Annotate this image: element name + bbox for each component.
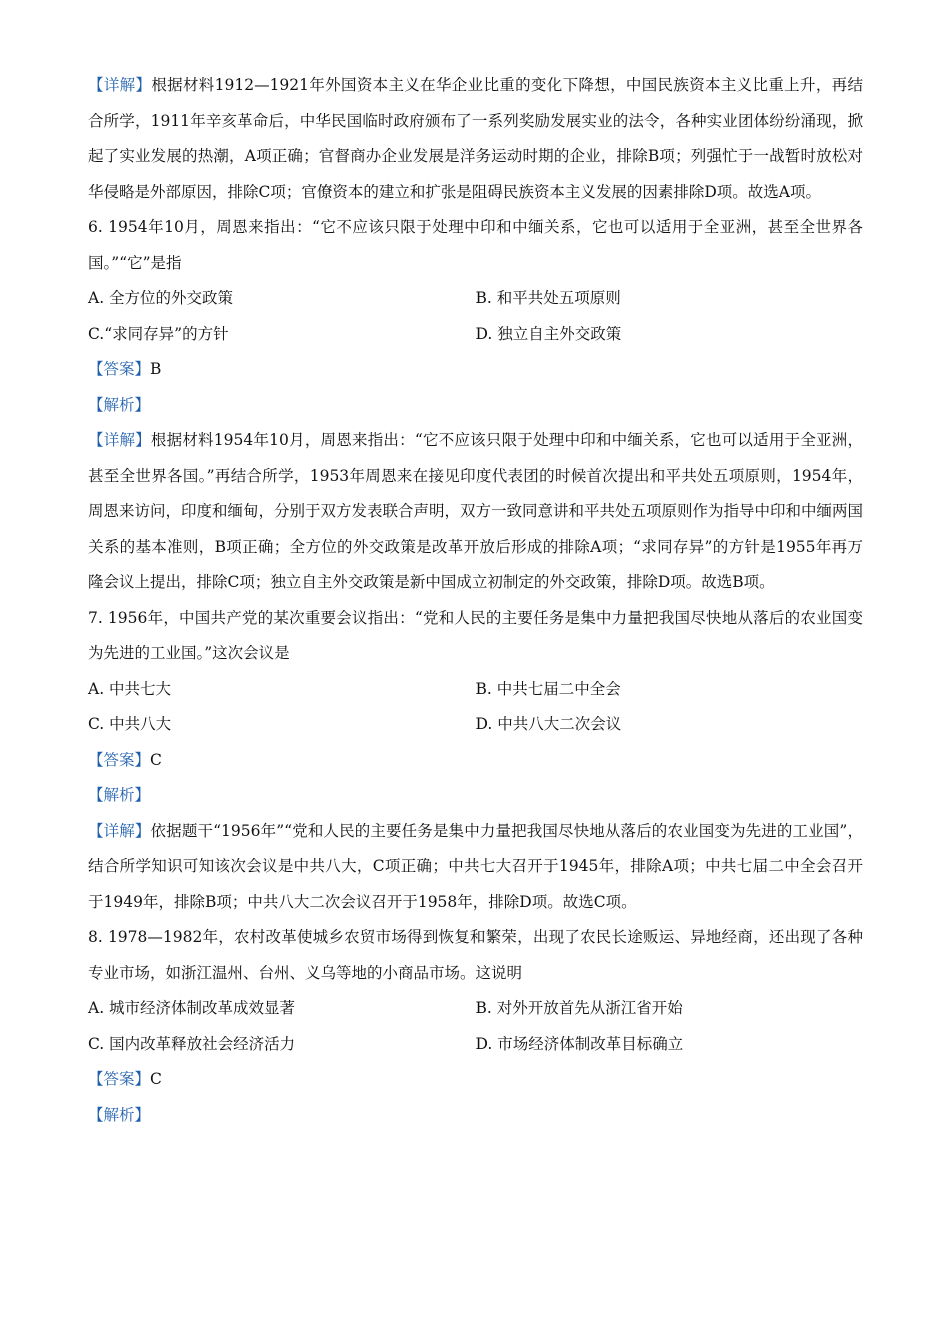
question-6-options-row-1 xyxy=(88,281,863,317)
answer-tag: 【答案】 xyxy=(88,750,151,769)
question-8-answer xyxy=(88,1062,863,1098)
option-d: D. 市场经济体制改革目标确立 xyxy=(475,1034,684,1053)
option-c: C.“求同存异”的方针 xyxy=(88,324,229,343)
option-c: C. 国内改革释放社会经济活力 xyxy=(88,1034,296,1053)
question-6-options-row-2 xyxy=(88,317,863,353)
answer-tag: 【答案】 xyxy=(88,1070,151,1088)
document-page xyxy=(88,68,863,1133)
detail-text: 根据材料1954年10月，周恩来指出：“它不应该只限于处理中印和中缅关系，它也可以适用于全亚洲，甚至全世界各国。”再结合所学，1953年周恩来在接见印度代表团的时候首次提出和平共处五项原则，1954年，周恩来访问，印度和缅甸，分别于双方发表联合声明，双方一致同意讲和平共处五项原则作为指导中印和中缅两国关系的基本准则，B项正确；全方位的外交政策是改革开放后形成的排除A项；“求同存异”的方针是1955年再万隆会议上提出，排除C项；独立自主外交政策是新中国成立初制定的外交政策，排除D项。故选B项。 xyxy=(88,431,864,591)
question-7-options-row-2 xyxy=(88,707,863,743)
question-8-options-row-1 xyxy=(88,991,863,1027)
option-b: B. 和平共处五项原则 xyxy=(475,289,621,307)
question-8-analysis-tag: 【解析】 xyxy=(88,1105,151,1124)
option-a: A. 中共七大 xyxy=(88,679,172,698)
option-a: A. 城市经济体制改革成效显著 xyxy=(88,999,296,1017)
option-d: D. 中共八大二次会议 xyxy=(475,715,622,733)
detail-tag: 【详解】 xyxy=(88,821,151,840)
question-7-answer xyxy=(88,743,863,779)
detail-tag: 【详解】 xyxy=(88,76,152,94)
q5-detail xyxy=(88,68,863,210)
detail-text: 依据题干“1956年”“党和人民的主要任务是集中力量把我国尽快地从落后的农业国变为先进的工业国”，结合所学知识可知该次会议是中共八大，C项正确；中共七大召开于1945年，排除A项；中共七届二中全会召开于1949年，排除B项；中共八大二次会议召开于1958年，排除D项。故选C项。 xyxy=(88,821,863,911)
question-7-options-row-1 xyxy=(88,672,863,708)
answer-tag: 【答案】 xyxy=(88,360,151,378)
question-7-analysis-tag: 【解析】 xyxy=(88,786,151,804)
option-c: C. 中共八大 xyxy=(88,715,172,733)
question-7-detail xyxy=(88,814,863,921)
question-6-answer xyxy=(88,352,863,388)
question-7-stem: 7. 1956年，中国共产党的某次重要会议指出：“党和人民的主要任务是集中力量把我国尽快地从落后的农业国变为先进的工业国。”这次会议是 xyxy=(88,608,863,662)
option-a: A. 全方位的外交政策 xyxy=(88,289,234,307)
question-8-stem: 8. 1978—1982年，农村改革使城乡农贸市场得到恢复和繁荣，出现了农民长途贩运、异地经商，还出现了各种专业市场，如浙江温州、台州、义乌等地的小商品市场。这说明 xyxy=(88,928,863,982)
answer-value: C xyxy=(150,750,162,769)
detail-tag: 【详解】 xyxy=(88,431,151,449)
question-8-options-row-2 xyxy=(88,1027,863,1063)
question-6-stem: 6. 1954年10月，周恩来指出：“它不应该只限于处理中印和中缅关系，它也可以适用于全亚洲，甚至全世界各国。”“它”是指 xyxy=(88,218,863,272)
detail-text: 根据材料1912—1921年外国资本主义在华企业比重的变化下降想，中国民族资本主义比重上升，再结合所学，1911年辛亥革命后，中华民国临时政府颁布了一系列奖励发展实业的法令，各种实业团体纷纷涌现，掀起了实业发展的热潮，A项正确；官督商办企业发展是洋务运动时期的企业，排除B项；列强忙于一战暂时放松对华侵略是外部原因，排除C项；官僚资本的建立和扩张是阻碍民族资本主义发展的因素排除D项。故选A项。 xyxy=(88,76,863,201)
question-6-analysis-tag: 【解析】 xyxy=(88,395,151,414)
answer-value: B xyxy=(150,360,162,378)
answer-value: C xyxy=(150,1070,162,1088)
option-b: B. 对外开放首先从浙江省开始 xyxy=(475,999,683,1017)
option-b: B. 中共七届二中全会 xyxy=(475,679,621,698)
question-6-detail xyxy=(88,423,863,601)
option-d: D. 独立自主外交政策 xyxy=(475,324,622,343)
